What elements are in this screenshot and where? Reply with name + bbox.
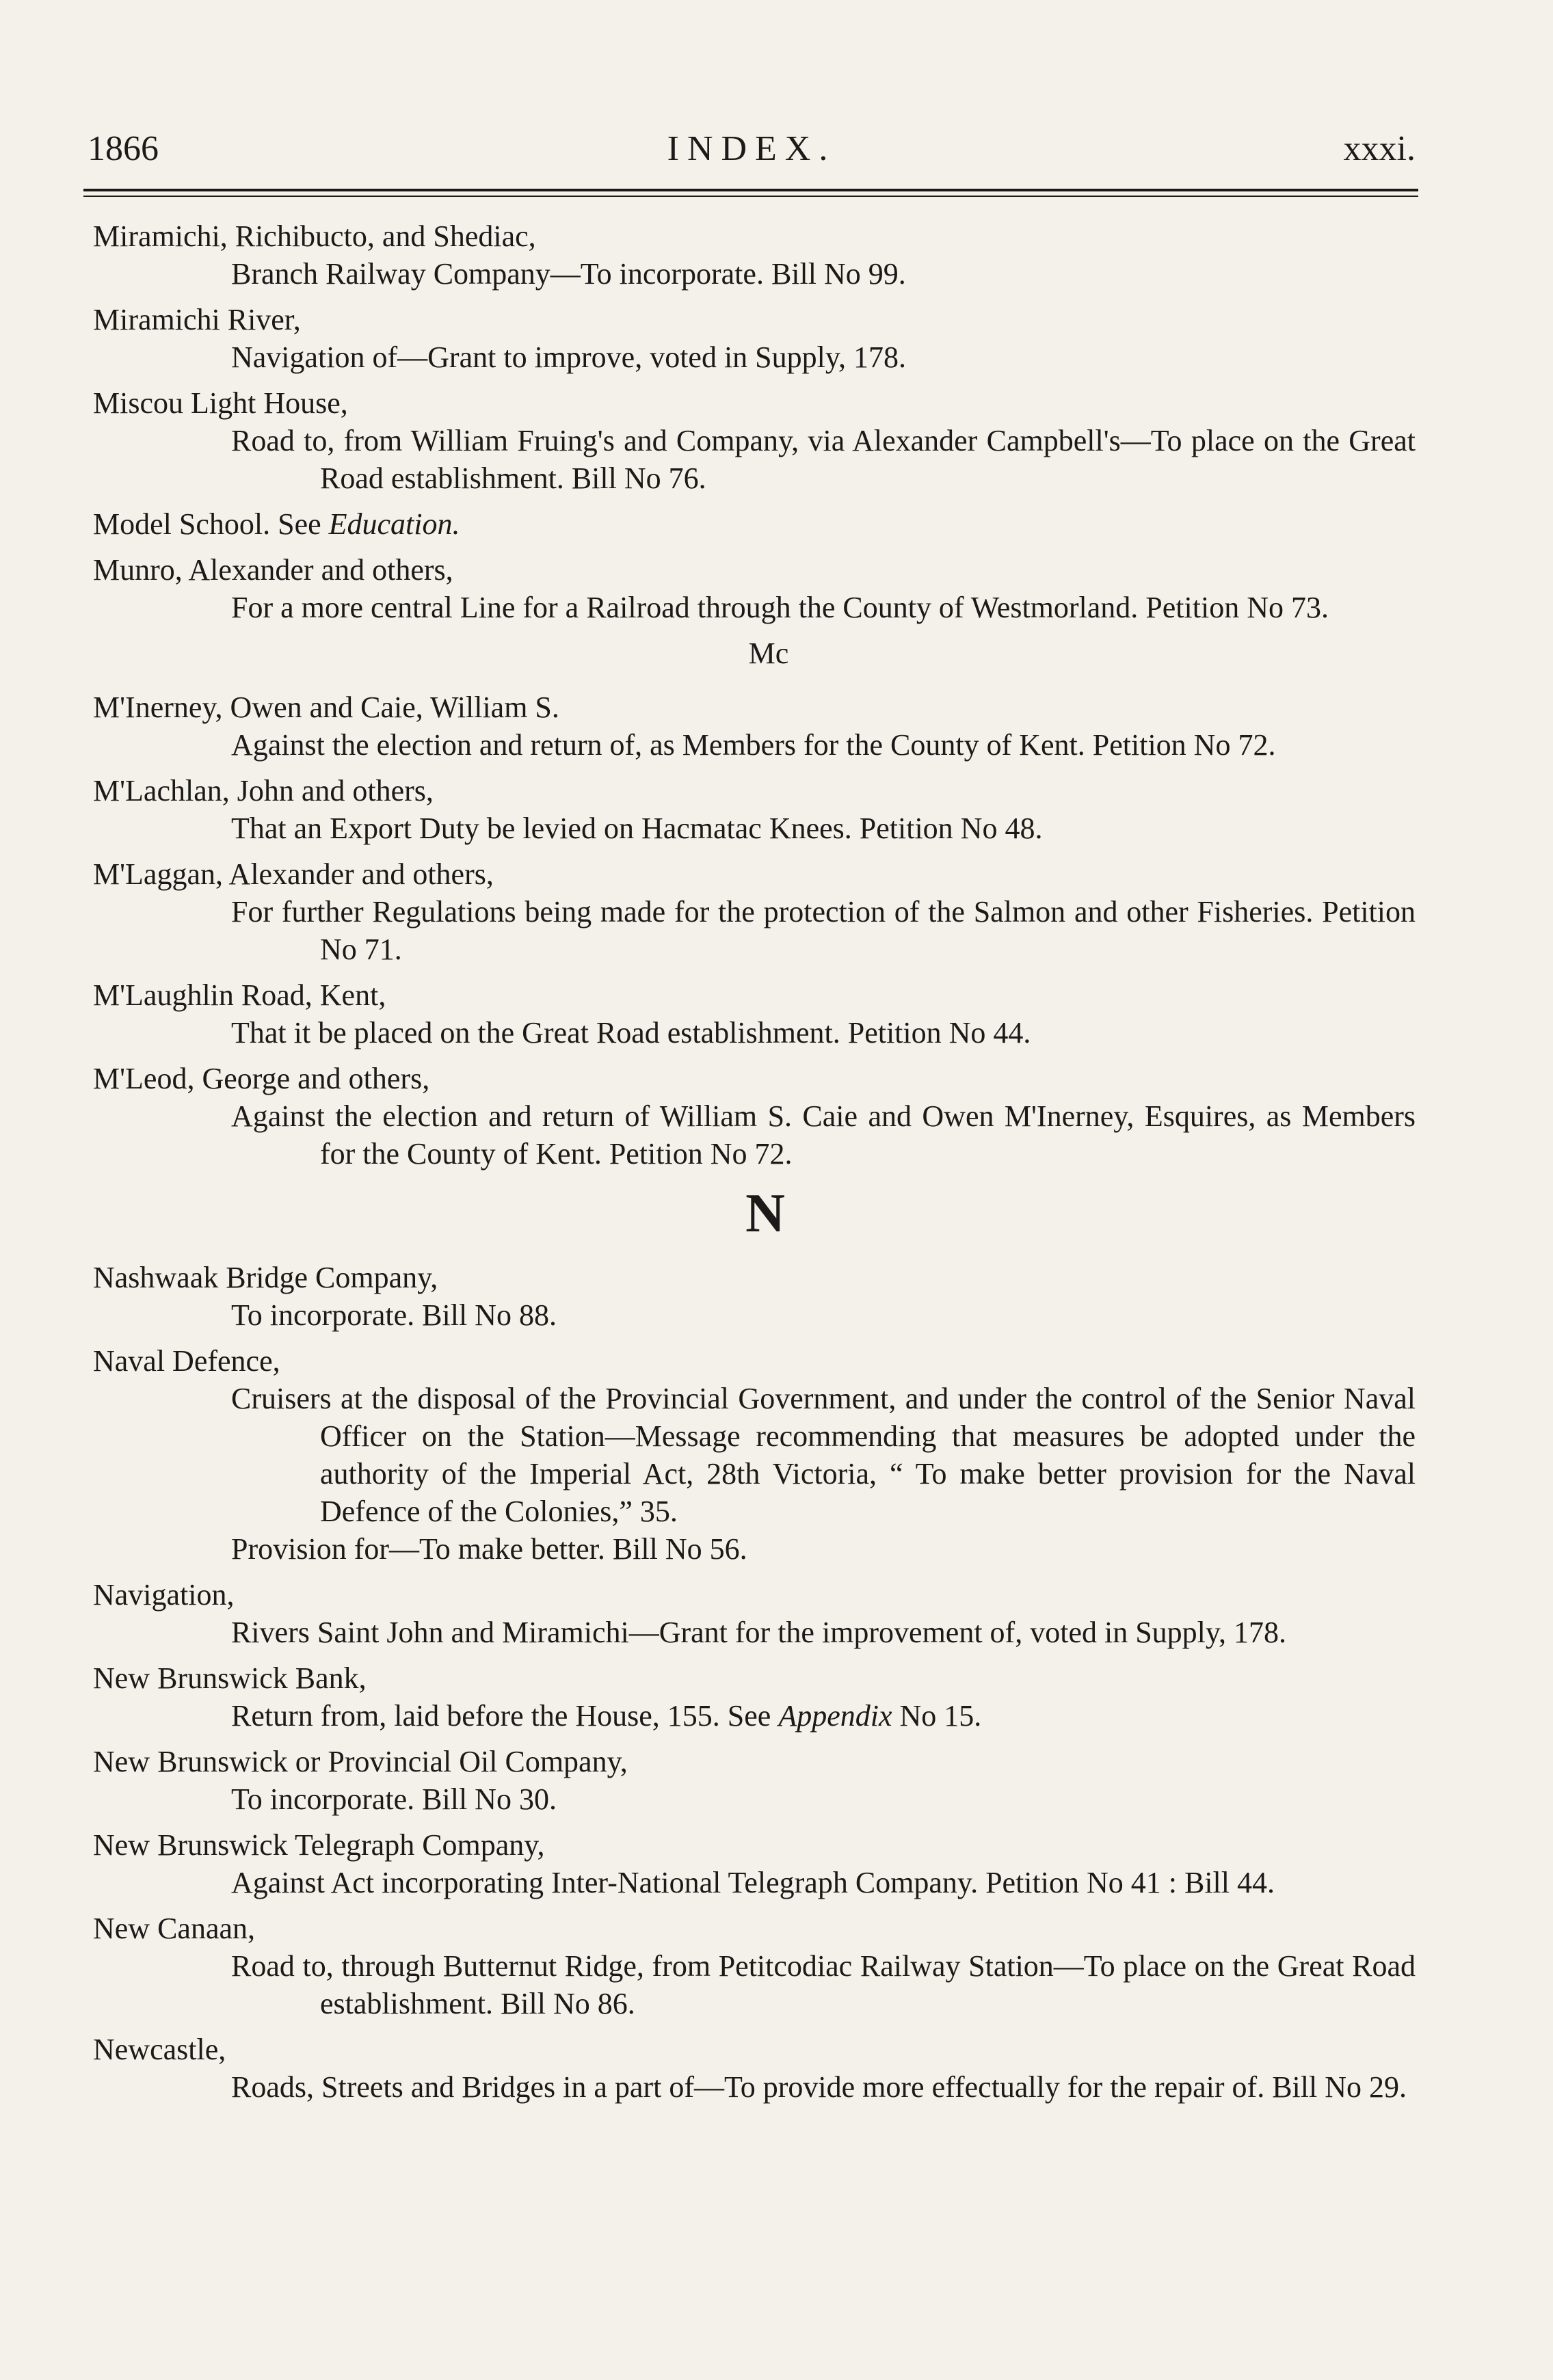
entry-heading: Naval Defence, [93, 1344, 280, 1378]
index-entry [88, 1910, 1416, 2022]
page-header [88, 129, 1416, 170]
index-entry [88, 1576, 1416, 1651]
entry-heading: Miramichi River, [93, 303, 301, 336]
entry-subentry: Against the election and return of, as Members for the County of Kent. Petition No 72. [231, 728, 1276, 762]
entries-group-n [88, 1259, 1416, 2106]
index-entry [88, 1659, 1416, 1735]
entry-subentry: Against the election and return of William S. Caie and Owen M'Inerney, Esquires, as Members for the County of Kent. Petition No 72. [231, 1099, 1416, 1171]
entry-subentry: Return from, laid before the House, 155. See Appendix No 15. [231, 1699, 982, 1733]
index-entry [88, 772, 1416, 847]
index-entry [88, 2031, 1416, 2106]
entry-subentry: Navigation of—Grant to improve, voted in Supply, 178. [231, 340, 907, 374]
entry-subentry: Provision for—To make better. Bill No 56. [231, 1532, 747, 1566]
entry-subentry: Against Act incorporating Inter-National Telegraph Company. Petition No 41 : Bill 44. [231, 1866, 1275, 1899]
entry-subentry: Road to, from William Fruing's and Company, via Alexander Campbell's—To place on the Great Road establishment. Bill No 76. [231, 424, 1416, 495]
index-entry [88, 505, 1416, 543]
entry-subentry: Rivers Saint John and Miramichi—Grant for the improvement of, voted in Supply, 178. [231, 1616, 1287, 1649]
index-entry [88, 1342, 1416, 1568]
entry-subentry: For further Regulations being made for the protection of the Salmon and other Fisheries. Petition No 71. [231, 895, 1416, 966]
index-entry [88, 688, 1416, 764]
entry-heading: M'Laggan, Alexander and others, [93, 857, 494, 891]
header-rule-thick [83, 189, 1418, 191]
entry-subentry: Branch Railway Company—To incorporate. Bill No 99. [231, 257, 906, 291]
entries-group-mc [88, 688, 1416, 1173]
index-entry [88, 384, 1416, 497]
entry-heading: M'Lachlan, John and others, [93, 774, 434, 807]
header-year: 1866 [88, 129, 159, 168]
index-entry [88, 1743, 1416, 1818]
entry-heading: Navigation, [93, 1578, 235, 1612]
index-entry [88, 855, 1416, 968]
entry-subentry: To incorporate. Bill No 88. [231, 1298, 557, 1332]
entry-heading: New Brunswick or Provincial Oil Company, [93, 1745, 628, 1778]
entry-subentry: That it be placed on the Great Road establishment. Petition No 44. [231, 1016, 1031, 1049]
index-entry [88, 301, 1416, 376]
index-body [88, 217, 1416, 2114]
entry-heading: Newcastle, [93, 2033, 226, 2066]
header-page-number: xxxi. [1343, 129, 1416, 168]
entry-heading: New Canaan, [93, 1912, 256, 1945]
entry-heading: Model School. See Education. [93, 507, 460, 541]
entry-subentry: Cruisers at the disposal of the Provincial Government, and under the control of the Senior Naval Officer on the Station—Message recommending that measures be adopted under the authority of the Imperial Act, 28th Victoria, “ To make better provision for the Naval Defence of the Colonies,” 35. [231, 1382, 1416, 1528]
index-entry [88, 217, 1416, 293]
section-heading-n: N [745, 1184, 785, 1244]
entry-subentry: That an Export Duty be levied on Hacmatac Knees. Petition No 48. [231, 812, 1043, 845]
index-entry [88, 1060, 1416, 1173]
header-rule-thin [83, 196, 1418, 197]
entry-heading: New Brunswick Bank, [93, 1661, 367, 1695]
entry-heading: Munro, Alexander and others, [93, 553, 453, 587]
index-entry [88, 976, 1416, 1052]
entry-heading: Nashwaak Bridge Company, [93, 1261, 438, 1294]
index-entry [88, 1259, 1416, 1334]
entry-heading: M'Laughlin Road, Kent, [93, 978, 386, 1012]
index-entry [88, 551, 1416, 626]
entry-heading: Miscou Light House, [93, 386, 348, 420]
entries-group-m [88, 217, 1416, 626]
entry-subentry: For a more central Line for a Railroad through the County of Westmorland. Petition No 73. [231, 591, 1329, 624]
section-heading-mc: Mc [748, 637, 789, 670]
index-entry [88, 1826, 1416, 1901]
entry-subentry: To incorporate. Bill No 30. [231, 1782, 557, 1816]
entry-subentry: Roads, Streets and Bridges in a part of—To provide more effectually for the repair of. Bill No 29. [231, 2070, 1407, 2104]
entry-heading: New Brunswick Telegraph Company, [93, 1828, 545, 1862]
entry-heading: M'Leod, George and others, [93, 1062, 430, 1095]
entry-subentry: Road to, through Butternut Ridge, from Petitcodiac Railway Station—To place on the Great Road establishment. Bill No 86. [231, 1949, 1416, 2020]
entry-heading: Miramichi, Richibucto, and Shediac, [93, 219, 536, 253]
header-title: INDEX. [667, 129, 836, 168]
entry-heading: M'Inerney, Owen and Caie, William S. [93, 691, 559, 724]
